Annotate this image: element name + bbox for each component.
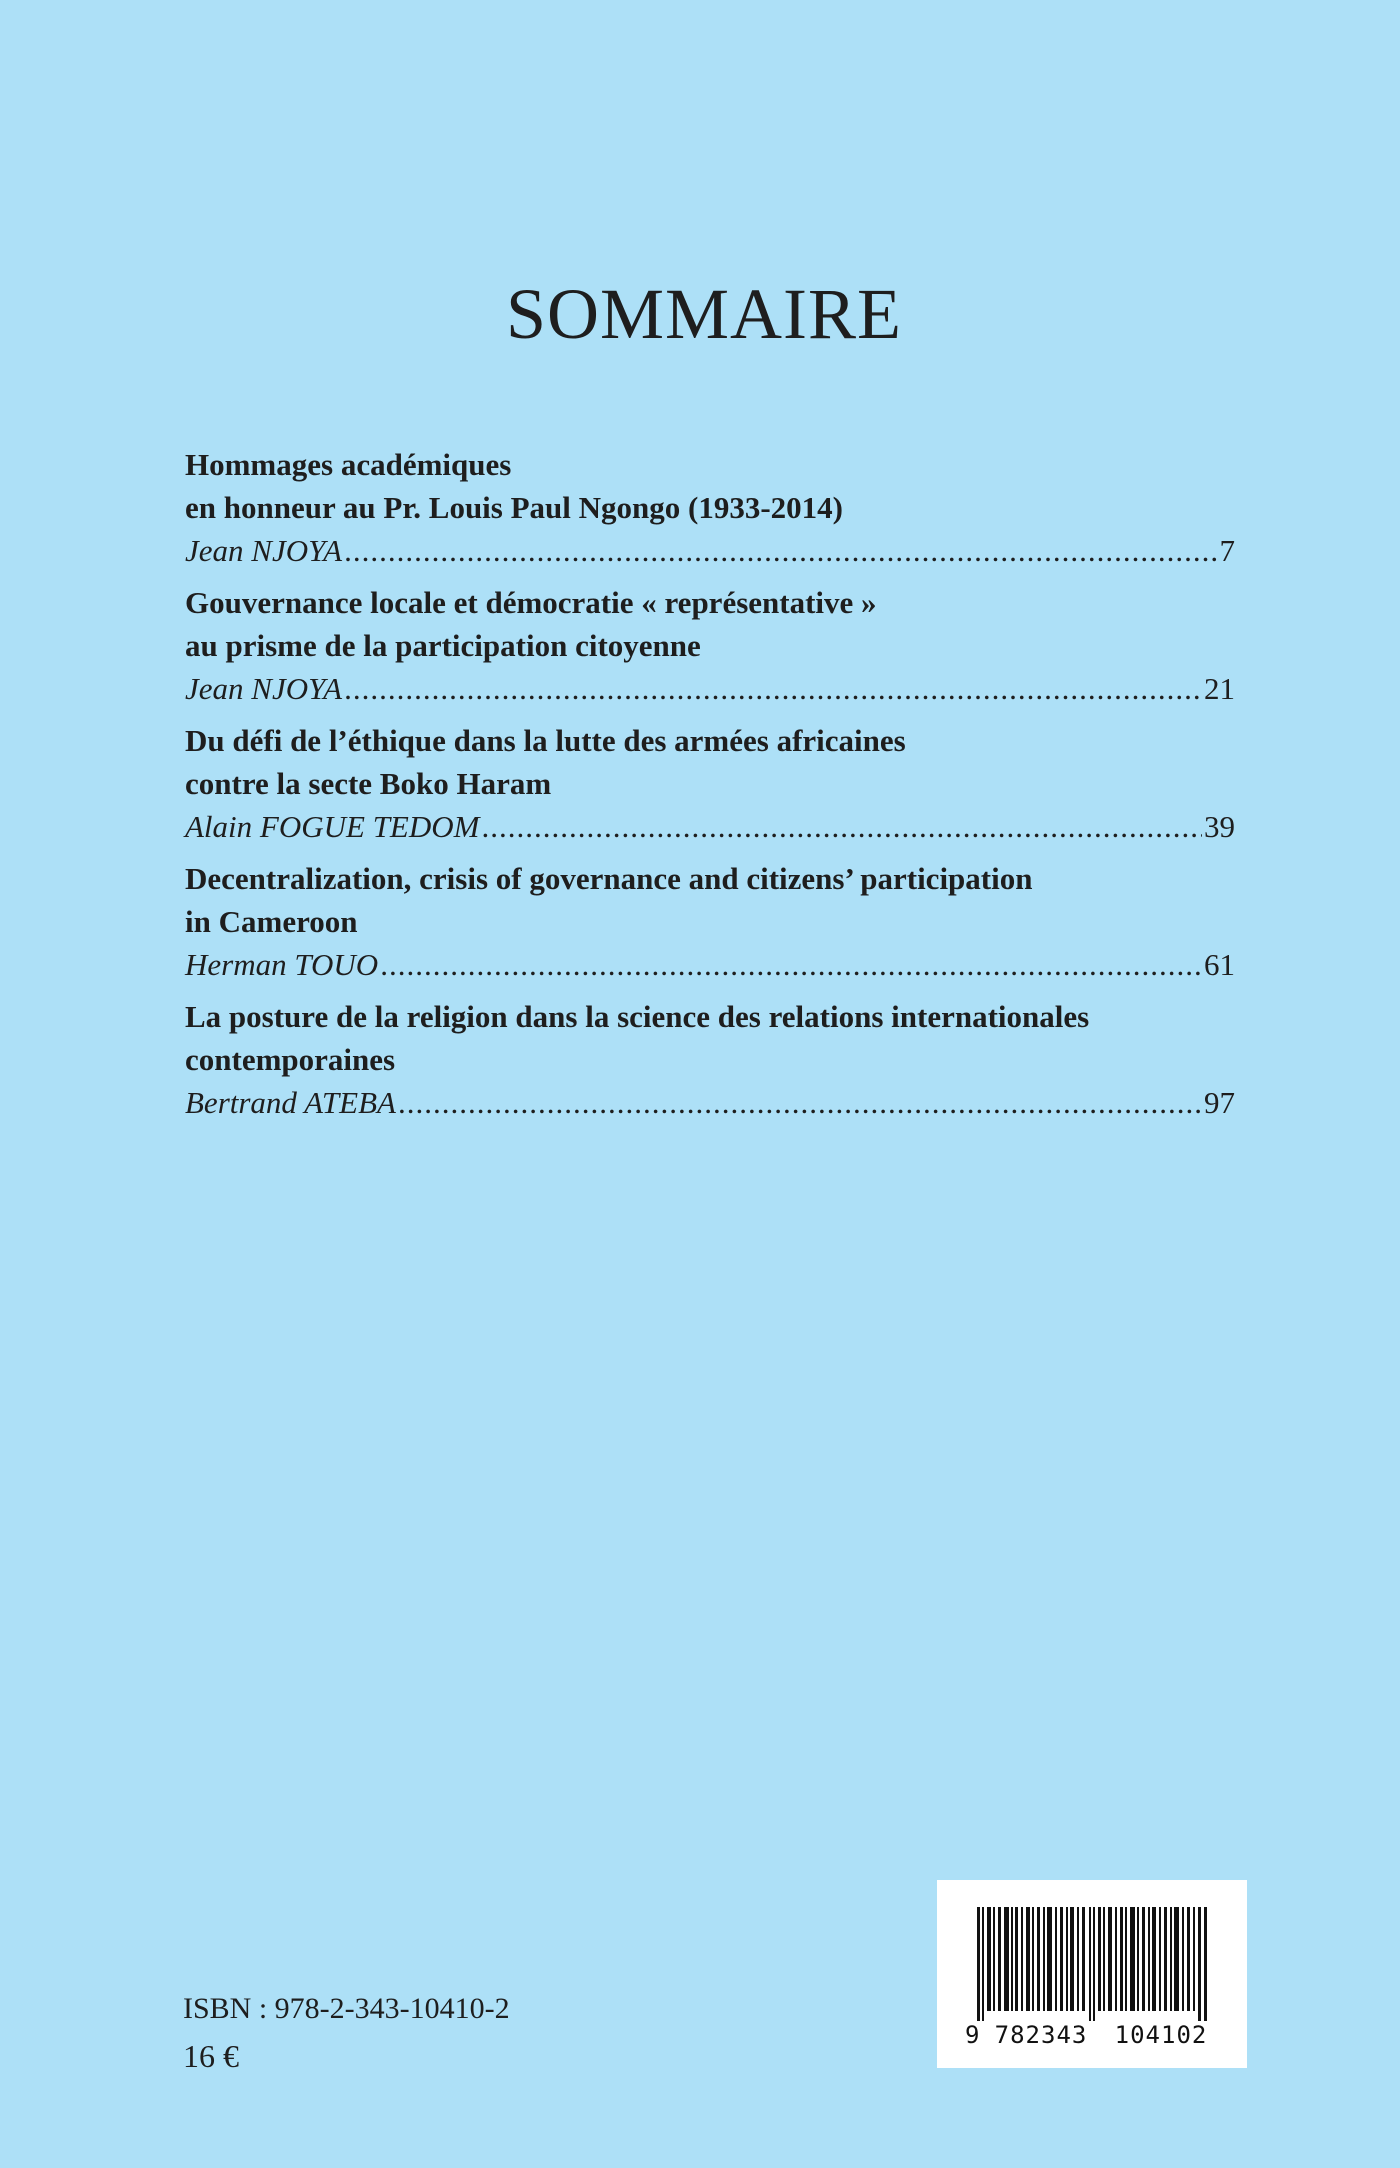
entry-page-number: 39 [1204,809,1235,844]
entry-title [185,443,1235,529]
entry-title-line: in Cameroon [185,904,358,939]
barcode-lead-digit: 9 [965,2021,980,2049]
entry-title [185,581,1235,667]
entry-page-number: 7 [1219,533,1235,568]
toc-entry [185,443,1235,572]
dot-leader [398,1081,1202,1124]
entry-page-number: 21 [1204,671,1235,706]
entry-author-line [185,805,1235,848]
entry-page-number: 97 [1204,1085,1235,1120]
entry-author-line [185,943,1235,986]
entry-title-line: contre la secte Boko Haram [185,766,552,801]
entry-author-line [185,1081,1235,1124]
barcode-right-group: 104102 [1114,2021,1208,2049]
barcode [937,1880,1247,2068]
entry-author: Alain FOGUE TEDOM [185,809,480,844]
dot-leader [481,805,1202,848]
table-of-contents [185,443,1235,1124]
entry-author: Herman TOUO [185,947,379,982]
entry-title-line: Gouvernance locale et démocratie « représentative » [185,585,877,620]
toc-entry [185,995,1235,1124]
toc-entry [185,719,1235,848]
entry-author-line [185,667,1235,710]
dot-leader [344,529,1217,572]
entry-title [185,995,1235,1081]
barcode-digits [965,2020,1225,2050]
barcode-bars [977,1907,1207,2021]
price-text: 16 € [183,2038,239,2074]
entry-author: Jean NJOYA [185,671,343,706]
entry-title-line: Hommages académiques [185,447,512,482]
dot-leader [380,943,1202,986]
page-title: SOMMAIRE [505,274,903,354]
entry-author: Jean NJOYA [185,533,343,568]
entry-page-number: 61 [1204,947,1235,982]
entry-title-line: Du défi de l’éthique dans la lutte des armées africaines [185,723,906,758]
entry-title [185,857,1235,943]
entry-author-line [185,529,1235,572]
entry-title-line: en honneur au Pr. Louis Paul Ngongo (1933-2014) [185,490,843,525]
isbn-text: ISBN : 978-2-343-10410-2 [183,1992,510,2025]
entry-title-line: Decentralization, crisis of governance and citizens’ participation [185,861,1033,896]
toc-entry [185,857,1235,986]
entry-title-line: au prisme de la participation citoyenne [185,628,701,663]
entry-title-line: La posture de la religion dans la science des relations internationales [185,999,1090,1034]
entry-title [185,719,1235,805]
dot-leader [344,667,1202,710]
entry-title-line: contemporaines [185,1042,396,1077]
barcode-left-group: 782343 [994,2021,1088,2049]
entry-author: Bertrand ATEBA [185,1085,396,1120]
toc-entry [185,581,1235,710]
